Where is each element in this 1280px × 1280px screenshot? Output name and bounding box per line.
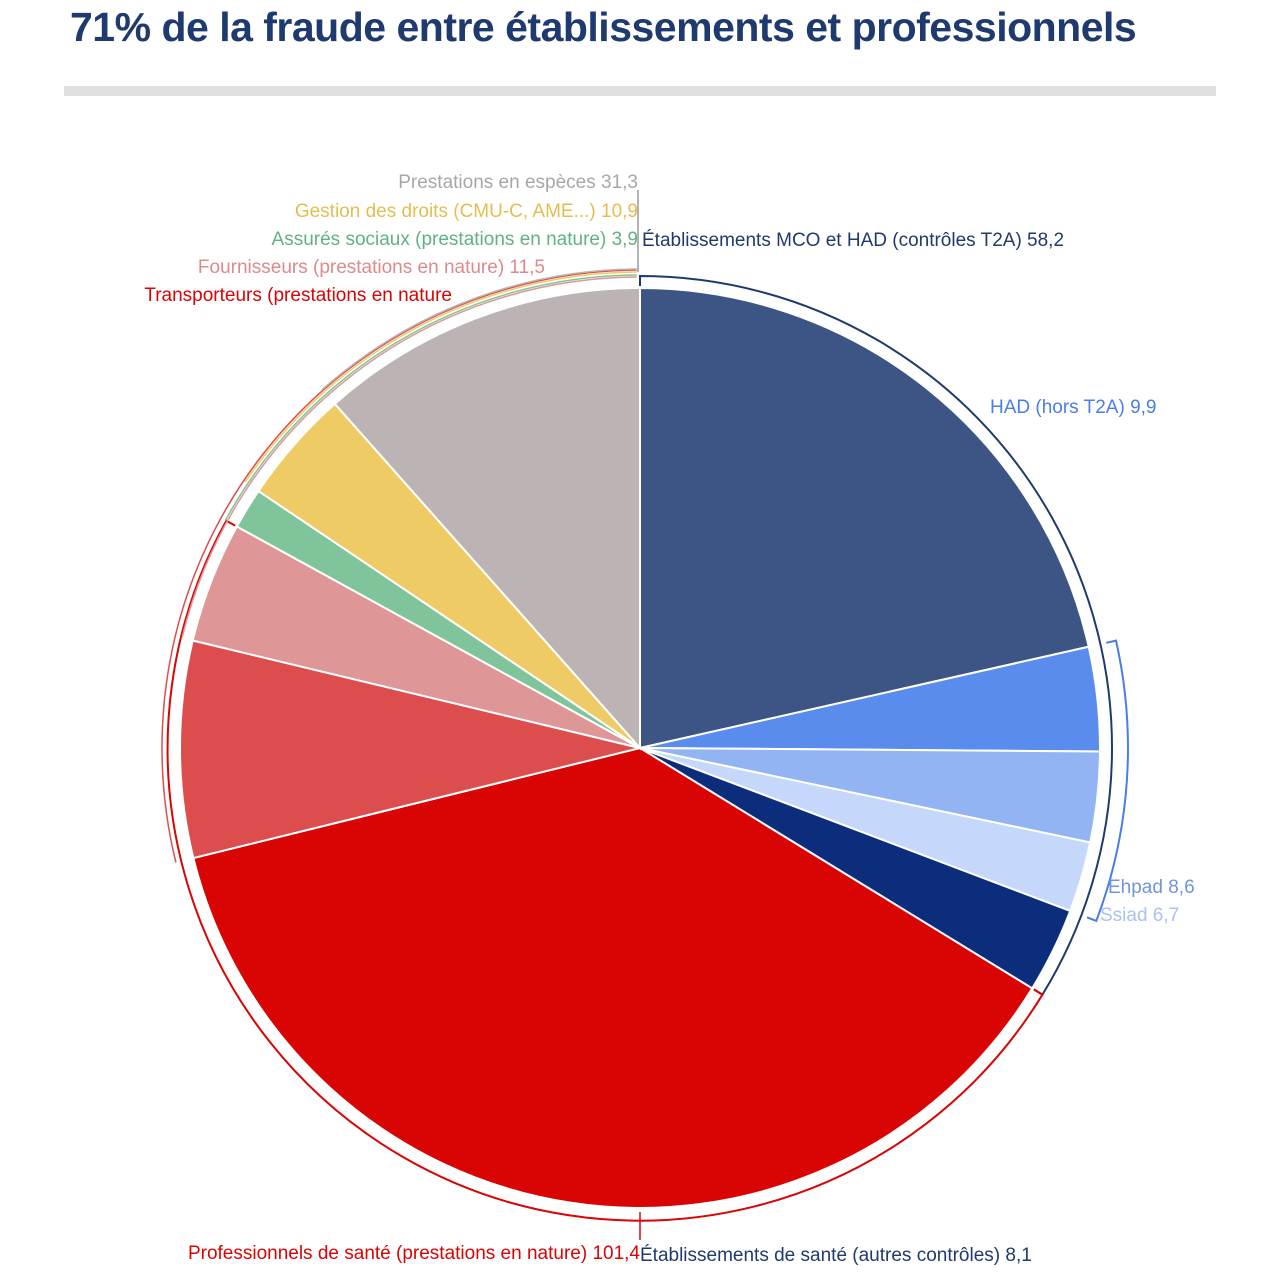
label-prestations-en-especes: Prestations en espèces 31,3 xyxy=(398,172,638,193)
label-had-hors-t2a: HAD (hors T2A) 9,9 xyxy=(990,397,1157,418)
label-professionnels-de-sante-prestations-en-nature: Professionnels de santé (prestations en nature) 101,4 xyxy=(187,1243,640,1264)
label-assures-sociaux-prestations-en-nature: Assurés sociaux (prestations en nature) 3,9 xyxy=(271,229,638,250)
label-fournisseurs-prestations-en-nature: Fournisseurs (prestations en nature) 11,5 xyxy=(197,257,545,278)
label-ehpad: Ehpad 8,6 xyxy=(1108,877,1195,898)
slices-layer xyxy=(180,288,1100,1208)
chart-title: 71% de la fraude entre établissements et professionnels xyxy=(70,4,1137,50)
label-gestion-des-droits-cmu-c-ame: Gestion des droits (CMU-C, AME...) 10,9 xyxy=(294,201,638,222)
label-transporteurs-prestations-en-nature: Transporteurs (prestations en nature xyxy=(144,285,452,306)
label-etablissements-mco-et-had-controles-t2a: Établissements MCO et HAD (contrôles T2A) 58,2 xyxy=(642,230,1065,251)
label-etablissements-de-sante-autres-controles: Établissements de santé (autres contrôles) 8,1 xyxy=(640,1245,1032,1266)
label-ssiad: Ssiad 6,7 xyxy=(1100,905,1180,926)
